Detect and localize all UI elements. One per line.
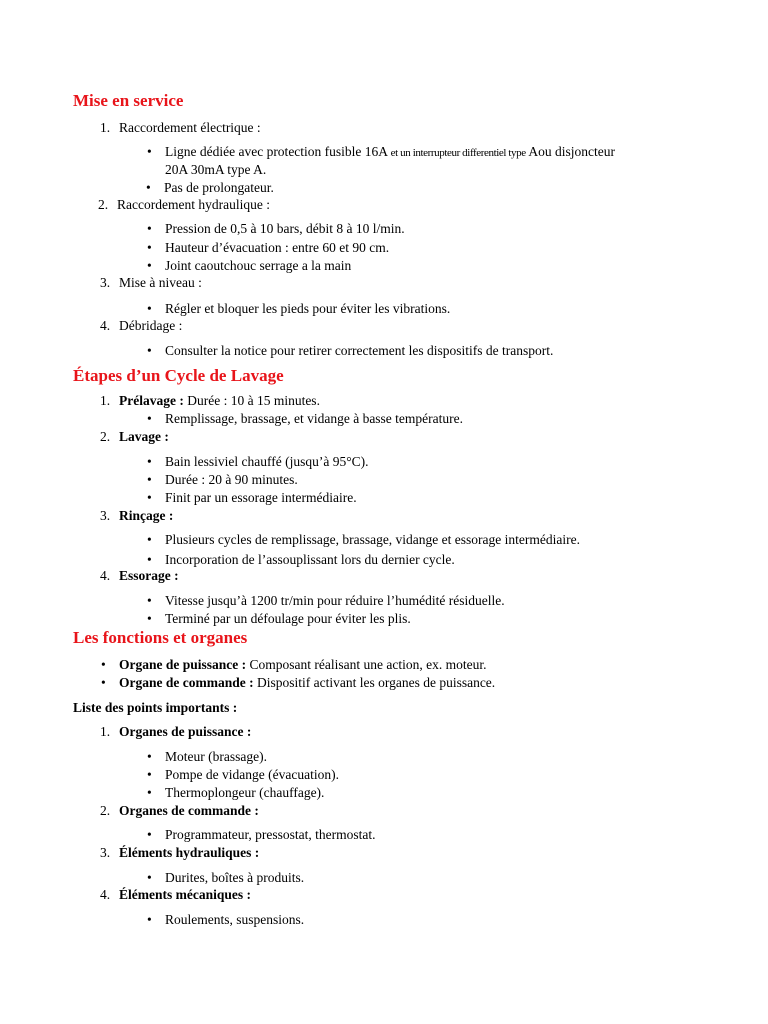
- bullet: •: [147, 454, 152, 469]
- list-item-line: Prélavage : Durée : 10 à 15 minutes.: [119, 393, 320, 408]
- subheading-points-importants: Liste des points importants :: [73, 700, 238, 715]
- definition-line: Organe de puissance : Composant réalisant une action, ex. moteur.: [119, 657, 487, 672]
- bullet: •: [147, 912, 152, 927]
- list-item-label: Rinçage :: [119, 508, 174, 523]
- bullet: •: [101, 675, 106, 690]
- bullet: •: [147, 301, 152, 316]
- bullet: •: [147, 611, 152, 626]
- list-item-label: Débridage :: [119, 318, 183, 333]
- list-number: 2.: [100, 803, 111, 818]
- list-item-label: Lavage :: [119, 429, 169, 444]
- bullet-text-line: Ligne dédiée avec protection fusible 16A et un interrupteur differentiel type Aou disjoncteur: [165, 144, 615, 159]
- bullet-text: Durites, boîtes à produits.: [165, 870, 305, 885]
- bullet-text: Hauteur d’évacuation : entre 60 et 90 cm.: [165, 240, 390, 255]
- list-item-label: Organes de commande :: [119, 803, 259, 818]
- list-number: 4.: [100, 887, 111, 902]
- bullet-text: Plusieurs cycles de remplissage, brassage, vidange et essorage intermédiaire.: [165, 532, 580, 547]
- bullet: •: [147, 749, 152, 764]
- bullet-text: Consulter la notice pour retirer correctement les dispositifs de transport.: [165, 343, 554, 358]
- list-number: 1.: [100, 393, 111, 408]
- bullet-text: Durée : 20 à 90 minutes.: [165, 472, 298, 487]
- list-number: 4.: [100, 568, 111, 583]
- bullet-text: Pression de 0,5 à 10 bars, débit 8 à 10 l/min.: [165, 221, 405, 236]
- bullet-text: Programmateur, pressostat, thermostat.: [165, 827, 376, 842]
- list-number: 1.: [100, 120, 111, 135]
- bullet: •: [147, 258, 152, 273]
- bullet-text: Incorporation de l’assouplissant lors du dernier cycle.: [165, 552, 455, 567]
- bullet: •: [147, 552, 152, 567]
- bullet-text: Thermoplongeur (chauffage).: [165, 785, 325, 800]
- bullet: •: [147, 343, 152, 358]
- list-item-label: Raccordement électrique :: [119, 120, 261, 135]
- bullet-text: Pas de prolongateur.: [164, 180, 274, 195]
- bullet: •: [147, 144, 152, 159]
- bullet: •: [147, 870, 152, 885]
- bullet-text: Finit par un essorage intermédiaire.: [165, 490, 357, 505]
- bullet: •: [147, 472, 152, 487]
- list-item-label: Éléments mécaniques :: [119, 887, 251, 902]
- list-number: 3.: [100, 845, 111, 860]
- bullet: •: [147, 785, 152, 800]
- bullet-text: Bain lessiviel chauffé (jusqu’à 95°C).: [165, 454, 369, 469]
- list-item-label: Mise à niveau :: [119, 275, 202, 290]
- list-number: 2.: [100, 429, 111, 444]
- bullet-text: Terminé par un défoulage pour éviter les plis.: [165, 611, 411, 626]
- section-heading-fonctions-organes: Les fonctions et organes: [73, 628, 248, 647]
- list-number: 3.: [100, 508, 111, 523]
- bullet-text: Pompe de vidange (évacuation).: [165, 767, 339, 782]
- section-heading-mise-en-service: Mise en service: [73, 91, 184, 110]
- bullet: •: [147, 767, 152, 782]
- bullet-text: Régler et bloquer les pieds pour éviter les vibrations.: [165, 301, 451, 316]
- definition-line: Organe de commande : Dispositif activant les organes de puissance.: [119, 675, 496, 690]
- list-item-label: Éléments hydrauliques :: [119, 845, 260, 860]
- bullet: •: [147, 411, 152, 426]
- list-number: 2.: [98, 197, 109, 212]
- bullet: •: [147, 532, 152, 547]
- list-number: 3.: [100, 275, 111, 290]
- list-item-label: Raccordement hydraulique :: [117, 197, 270, 212]
- bullet-text: Roulements, suspensions.: [165, 912, 305, 927]
- bullet: •: [147, 593, 152, 608]
- bullet: •: [147, 221, 152, 236]
- list-item-label: Essorage :: [119, 568, 179, 583]
- bullet-text: Vitesse jusqu’à 1200 tr/min pour réduire l’humédité résiduelle.: [165, 593, 505, 608]
- bullet: •: [101, 657, 106, 672]
- bullet-text: Moteur (brassage).: [165, 749, 267, 764]
- bullet-text: Remplissage, brassage, et vidange à basse température.: [165, 411, 464, 426]
- list-number: 4.: [100, 318, 111, 333]
- bullet: •: [147, 490, 152, 505]
- list-item-label: Organes de puissance :: [119, 724, 252, 739]
- list-number: 1.: [100, 724, 111, 739]
- bullet: •: [146, 180, 151, 195]
- section-heading-etapes-cycle: Étapes d’un Cycle de Lavage: [73, 366, 284, 385]
- bullet: •: [147, 827, 152, 842]
- bullet-text-line: 20A 30mA type A.: [165, 162, 267, 177]
- bullet-text: Joint caoutchouc serrage a la main: [165, 258, 352, 273]
- bullet: •: [147, 240, 152, 255]
